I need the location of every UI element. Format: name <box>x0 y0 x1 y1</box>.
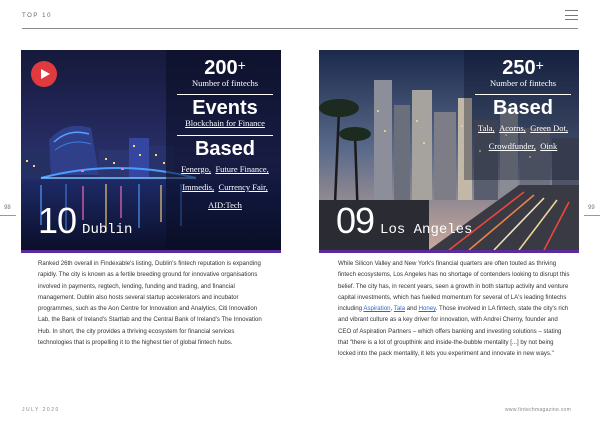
company-link[interactable]: Crowdfunder, <box>488 141 536 151</box>
los-angeles-feature-image <box>319 50 579 250</box>
company-link[interactable]: Fenergo, <box>181 164 211 174</box>
company-link[interactable]: Oink <box>540 141 558 151</box>
stats-divider <box>177 135 273 136</box>
dublin-accent-bar <box>21 250 281 253</box>
play-icon <box>41 69 50 79</box>
stats-divider <box>475 94 571 95</box>
dublin-stats-overlay <box>169 58 281 213</box>
company-link[interactable]: Green Dot, <box>530 123 568 133</box>
company-link[interactable]: Future Finance, <box>215 164 269 174</box>
city-name: Los Angeles <box>380 222 473 238</box>
tala-link[interactable]: Tala <box>393 305 405 313</box>
events-heading: Events <box>192 97 258 119</box>
company-link[interactable]: Immedis, <box>182 182 215 192</box>
dublin-rank-title <box>38 200 132 242</box>
company-link[interactable]: Acorns, <box>499 123 526 133</box>
company-link[interactable]: Tala, <box>478 123 495 133</box>
issue-date: JULY 2020 <box>22 407 60 413</box>
fintech-count: 200 <box>204 57 238 79</box>
play-button[interactable] <box>31 61 57 87</box>
page-number-right-rule <box>584 215 600 216</box>
based-heading: Based <box>492 97 554 119</box>
rank-number: 09 <box>336 200 375 241</box>
dublin-body-text: Ranked 26th overall in Findexable's listing, Dublin's fintech reputation is expanding rapidly. The city is known as a fertile breeding ground for innovative organisations involved in payments, regtech, lending, funding and trading, and financial management. Dublin also hosts several startup accelerators and incubator programmes, such as the Aon Centre for Innovation and Analytics, Citi Innovation Lab, the Bank of Ireland's Startlab and the Central Bank of Ireland's The Innovation Hub. In short, the city provides a thriving ecosystem for financial services technologies that is propelling it to the highest tier of global fintech hubs. <box>38 260 262 347</box>
aspiration-link[interactable]: Aspiration <box>363 305 391 313</box>
company-link[interactable]: Currency Fair, <box>218 182 268 192</box>
section-label: TOP 10 <box>22 13 53 19</box>
header-divider <box>22 28 578 29</box>
city-name: Dublin <box>82 222 133 238</box>
fintech-count: 250 <box>502 57 536 79</box>
los-angeles-body-text <box>338 258 570 360</box>
website-url[interactable]: www.fintechmagazine.com <box>505 407 572 413</box>
based-heading: Based <box>194 138 256 160</box>
fintech-count-plus: + <box>535 57 544 73</box>
body-text-segment: While Silicon Valley and New York's financial quarters are often touted as thriving fintech ecosystems, Los Angeles has no shortage of contenders looking to disrupt this belief. The city has, in recent years, seen a growth in both startup activity and venture capital investments, which has fuelled momentum for several of LA's leading fintechs including <box>338 260 570 313</box>
body-text-segment: and <box>405 305 419 313</box>
page-number-left-rule <box>0 215 16 216</box>
los-angeles-rank-title <box>336 200 472 242</box>
event-link[interactable]: Blockchain for Finance <box>185 118 265 128</box>
body-text-segment: . Those involved in LA fintech, state the city's rich and vibrant culture as a key driver for innovation, with Andrei Cherny, founder and CEO of Aspiration Partners – which offers banking and investing solutions – stating that "there is a lot of groupthink and inside-the-bubble mentality [...] by not being locked into the pack mentality, it lets you experiment and innovate in new ways." <box>338 305 569 358</box>
fintech-count-label: Number of fintechs <box>191 78 259 88</box>
company-link[interactable]: AID:Tech <box>208 200 242 210</box>
stats-divider <box>177 94 273 95</box>
los-angeles-accent-bar <box>319 250 579 253</box>
page-number-right: 99 <box>588 205 595 211</box>
hamburger-menu-icon[interactable] <box>565 10 578 21</box>
rank-number: 10 <box>38 200 77 241</box>
page-number-left: 98 <box>4 205 11 211</box>
fintech-count-plus: + <box>237 57 246 73</box>
honey-link[interactable]: Honey <box>418 305 436 313</box>
fintech-count-label: Number of fintechs <box>489 78 557 88</box>
body-text-segment: , <box>390 305 394 313</box>
los-angeles-stats-overlay <box>467 58 579 154</box>
dublin-feature-image <box>21 50 281 250</box>
